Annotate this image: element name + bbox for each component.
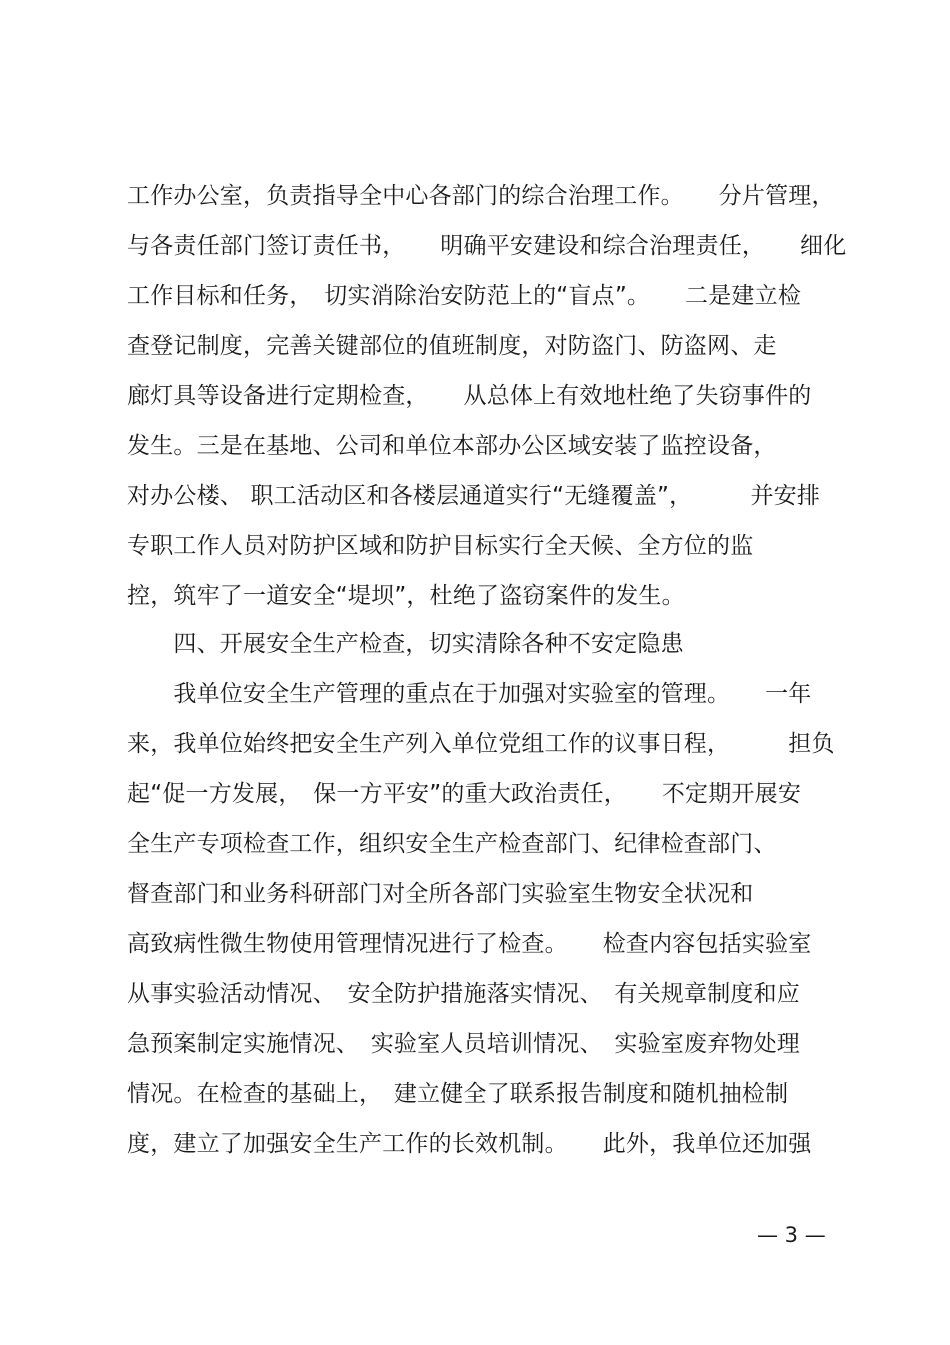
page-number: — 3 — bbox=[757, 1223, 826, 1247]
body-text-line: 与各责任部门签订责任书， 明确平安建设和综合治理责任， 细化 bbox=[127, 233, 847, 259]
section-heading: 四、开展安全生产检查，切实清除各种不安定隐患 bbox=[127, 631, 684, 657]
body-text-line: 起“促一方发展， 保一方平安”的重大政治责任， 不定期开展安 bbox=[127, 781, 802, 807]
body-text-line: 专职工作人员对防护区域和防护目标实行全天候、全方位的监 bbox=[127, 533, 754, 559]
body-text-line: 发生。三是在基地、公司和单位本部办公区域安装了监控设备， bbox=[127, 433, 777, 459]
body-text-line: 急预案制定实施情况、 实验室人员培训情况、 实验室废弃物处理 bbox=[127, 1031, 800, 1057]
body-text-line: 工作办公室，负责指导全中心各部门的综合治理工作。 分片管理， bbox=[127, 183, 835, 209]
body-text-line: 情况。在检查的基础上， 建立健全了联系报告制度和随机抽检制 bbox=[127, 1081, 789, 1107]
body-text-line: 全生产专项检查工作，组织安全生产检查部门、纪律检查部门、 bbox=[127, 831, 777, 857]
body-text-line: 我单位安全生产管理的重点在于加强对实验室的管理。 一年 bbox=[127, 681, 812, 707]
body-text-line: 来，我单位始终把安全生产列入单位党组工作的议事日程， 担负 bbox=[127, 731, 835, 757]
body-text-line: 督查部门和业务科研部门对全所各部门实验室生物安全状况和 bbox=[127, 881, 754, 907]
body-text-line: 廊灯具等设备进行定期检查， 从总体上有效地杜绝了失窃事件的 bbox=[127, 383, 812, 409]
body-text-line: 工作目标和任务， 切实消除治安防范上的“盲点”。 二是建立检 bbox=[127, 283, 802, 309]
body-text-line: 度，建立了加强安全生产工作的长效机制。 此外，我单位还加强 bbox=[127, 1131, 812, 1157]
body-text-line: 控，筑牢了一道安全“堤坝”，杜绝了盗窃案件的发生。 bbox=[127, 583, 685, 609]
body-text-line: 从事实验活动情况、 安全防护措施落实情况、 有关规章制度和应 bbox=[127, 981, 800, 1007]
body-text-line: 对办公楼、 职工活动区和各楼层通道实行“无缝覆盖”， 并安排 bbox=[127, 483, 821, 509]
body-text-line: 高致病性微生物使用管理情况进行了检查。 检查内容包括实验室 bbox=[127, 931, 812, 957]
body-text-line: 查登记制度，完善关键部位的值班制度，对防盗门、防盗网、走 bbox=[127, 333, 777, 359]
